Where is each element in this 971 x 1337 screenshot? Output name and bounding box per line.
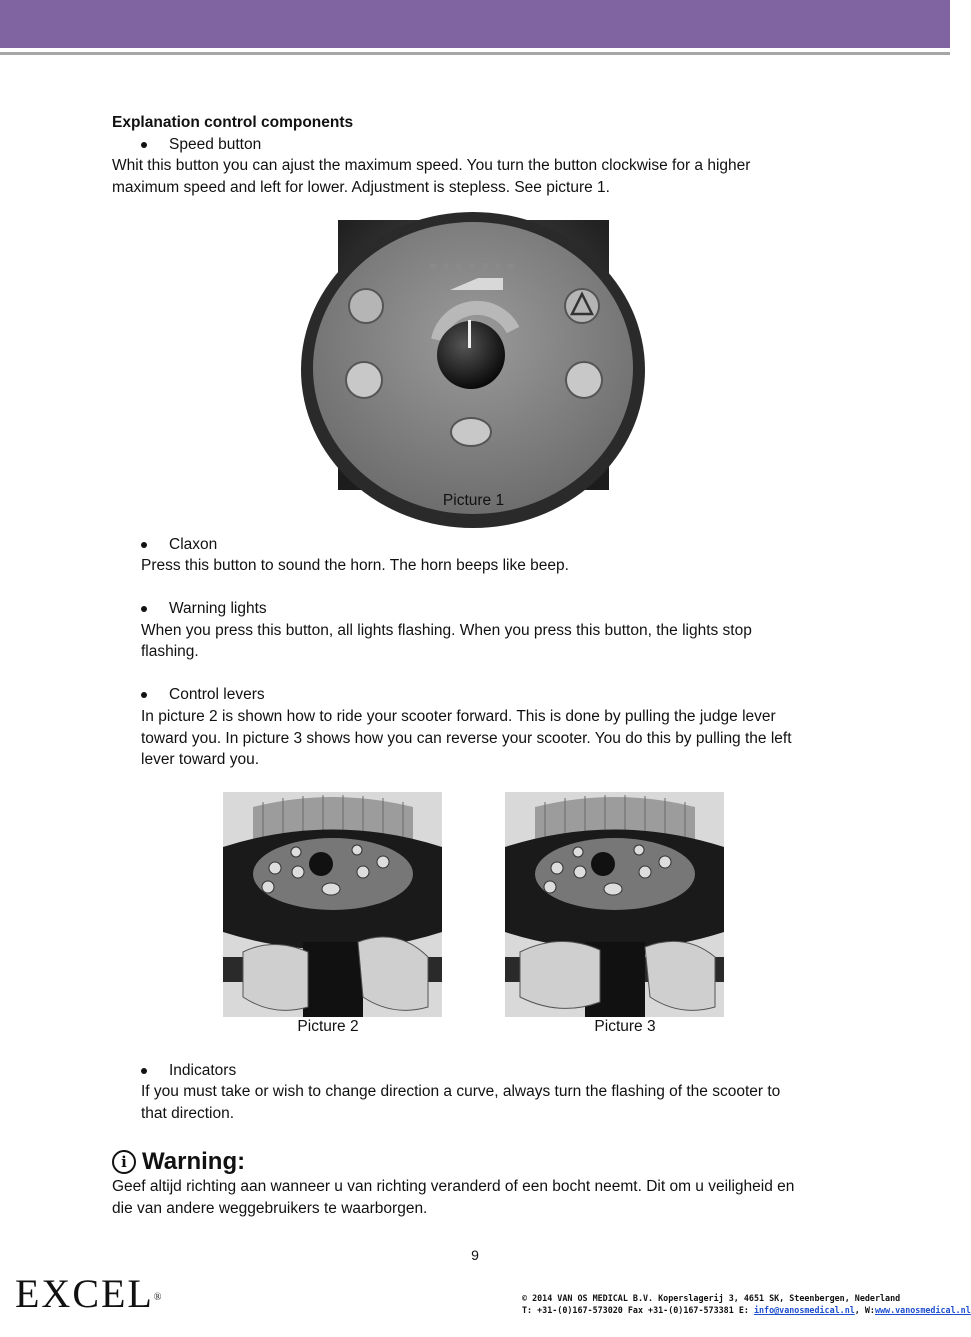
bullet-icon [141, 542, 147, 548]
paragraph: If you must take or wish to change direction a curve, always turn the flashing of the scooter to [141, 1083, 781, 1100]
picture-2-caption: Picture 2 [297, 1018, 359, 1035]
page-number: 9 [471, 1247, 479, 1263]
paragraph: maximum speed and left for lower. Adjustment is stepless. See picture 1. [112, 179, 610, 196]
picture-1-caption: Picture 1 [442, 492, 505, 509]
info-circle-icon: i [112, 1150, 136, 1174]
warning-text: die van andere weggebruikers te waarborgen. [112, 1200, 428, 1217]
paragraph: lever toward you. [141, 751, 260, 768]
paragraph: Whit this button you can ajust the maximum speed. You turn the button clockwise for a higher [112, 157, 751, 174]
bullet-icon [141, 692, 147, 698]
bullet-icon [141, 142, 147, 148]
list-item-label: Indicators [169, 1062, 237, 1079]
paragraph: When you press this button, all lights flashing. When you press this button, the lights stop [141, 622, 752, 639]
footer-copyright: © 2014 VAN OS MEDICAL B.V. Koperslagerij 3, 4651 SK, Steenbergen, Nederland [522, 1293, 901, 1303]
section-heading: Explanation control components [112, 114, 354, 131]
list-item-label: Claxon [169, 536, 218, 553]
warning-text: Geef altijd richting aan wanneer u van richting veranderd of een bocht neemt. Dit om u veiligheid en [112, 1178, 795, 1195]
paragraph: toward you. In picture 3 shows how you can reverse your scooter. You do this by pulling the left [141, 730, 792, 747]
picture-3-reverse-lever-photo [505, 792, 724, 1017]
footer-contact [522, 1292, 971, 1316]
header-divider [0, 52, 950, 55]
list-item-label: Speed button [169, 136, 262, 153]
paragraph: Press this button to sound the horn. The horn beeps like beep. [141, 557, 569, 574]
paragraph: In picture 2 is shown how to ride your scooter forward. This is done by pulling the judge lever [141, 708, 776, 725]
bullet-icon [141, 1068, 147, 1074]
warning-heading [112, 1147, 245, 1177]
paragraph: that direction. [141, 1105, 235, 1122]
list-item-label: Warning lights [169, 600, 267, 617]
list-item-label: Control levers [169, 686, 265, 703]
excel-logo: EXCEL® [15, 1271, 164, 1316]
email-link[interactable]: info@vanosmedical.nl [753, 1305, 855, 1315]
footer-contact-line: T: +31-(0)167-573020 Fax +31-(0)167-573381 E: info@vanosmedical.nl, W:www.vanosmedical.nl [522, 1305, 971, 1315]
website-link[interactable]: www.vanosmedical.nl [874, 1305, 971, 1315]
picture-2-forward-lever-photo [223, 792, 442, 1017]
header-bar [0, 0, 950, 48]
picture-1-speed-dial-photo [338, 220, 609, 490]
paragraph: flashing. [141, 643, 199, 660]
bullet-icon [141, 606, 147, 612]
picture-3-caption: Picture 3 [594, 1018, 656, 1035]
warning-title: Warning: [142, 1148, 246, 1175]
